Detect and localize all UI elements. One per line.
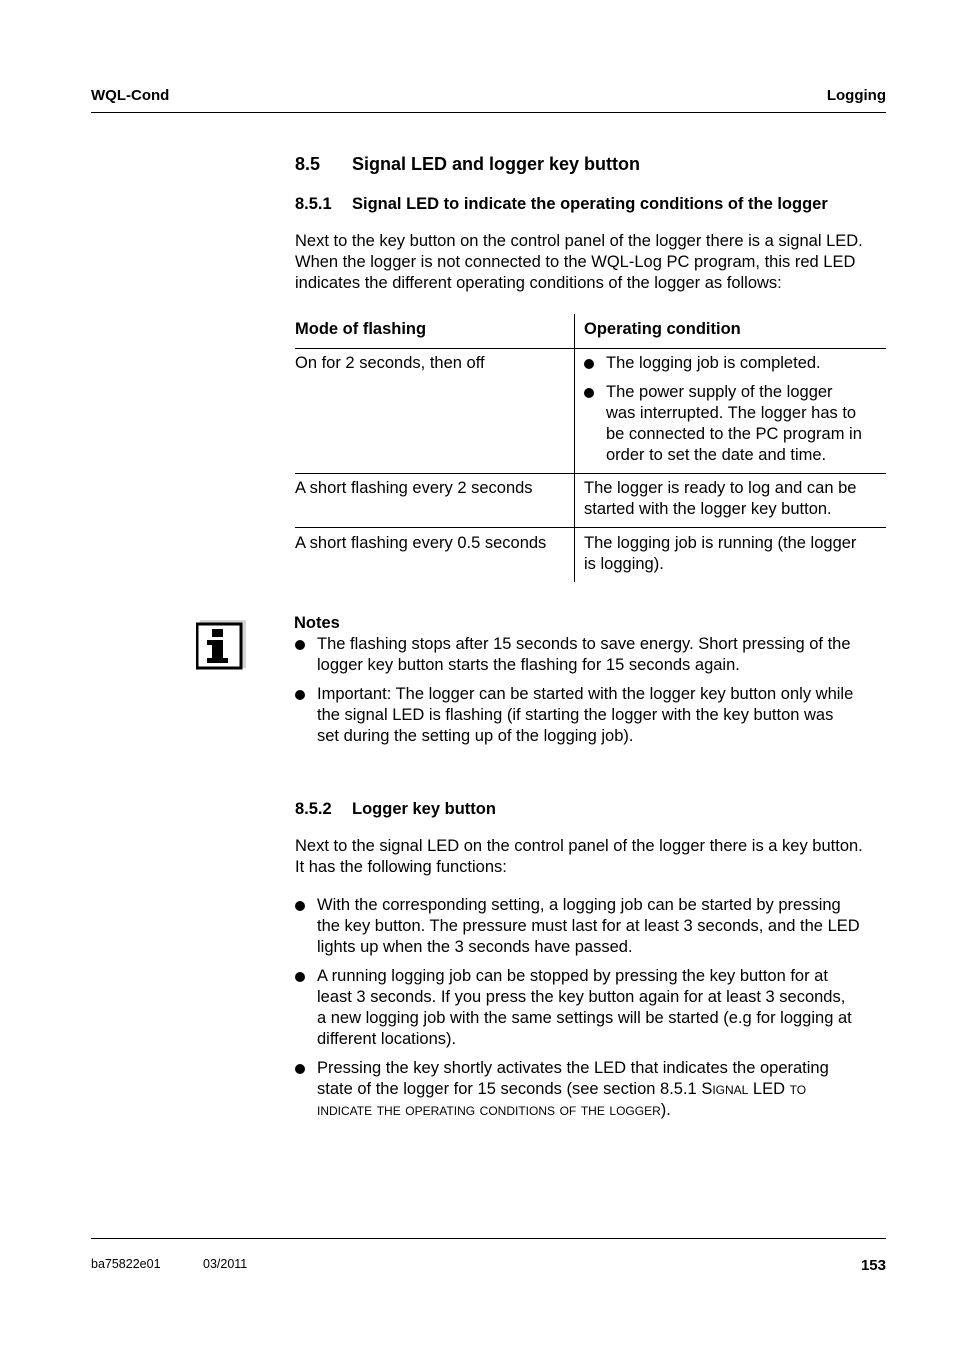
table-column-divider	[574, 314, 575, 582]
intro-line: Next to the key button on the control panel of the logger there is a signal LED.	[295, 232, 863, 250]
cell-line: The logging job is running (the logger	[584, 534, 857, 552]
list-item-text: A running logging job can be stopped by pressing the key button for at	[317, 967, 828, 985]
bullet-icon	[295, 640, 305, 650]
bullet-icon	[295, 972, 305, 982]
table-row-rule	[295, 473, 886, 474]
header-rule	[91, 112, 886, 113]
list-item-text	[317, 1100, 895, 1121]
bullet-icon	[584, 388, 594, 398]
intro-line: Next to the signal LED on the control panel of the logger there is a key button.	[295, 837, 863, 855]
list-item-text: The logging job is completed.	[606, 354, 821, 372]
list-item	[295, 966, 895, 1050]
list-item	[584, 353, 884, 374]
subsection2-intro	[295, 836, 895, 878]
list-item-text: be connected to the PC program in	[606, 425, 862, 443]
bullet-icon	[295, 1064, 305, 1074]
table-header-condition: Operating condition	[584, 320, 741, 338]
list-item-text: order to set the date and time.	[606, 446, 827, 464]
table-cell-condition	[584, 533, 884, 575]
list-item-text: Important: The logger can be started with the logger key button only while	[317, 685, 854, 703]
footer-rule	[91, 1238, 886, 1239]
list-item	[295, 634, 895, 676]
footer-date: 03/2011	[203, 1257, 248, 1271]
list-item	[584, 382, 884, 466]
header-chapter-title: Logging	[826, 87, 886, 104]
table-cell-mode: A short flashing every 2 seconds	[295, 479, 533, 497]
section-heading	[295, 154, 640, 175]
subsection2-title: Logger key button	[352, 800, 496, 818]
cell-line: The logger is ready to log and can be	[584, 479, 857, 497]
list-item-text: different locations).	[317, 1030, 457, 1048]
cross-reference: Signal LED to	[701, 1080, 807, 1098]
text-run: state of the logger for 15 seconds (see section 8.5.1	[317, 1080, 702, 1098]
list-item	[295, 1058, 895, 1121]
subsection2-number: 8.5.2	[295, 800, 332, 818]
footer-doc-id: ba75822e01	[91, 1257, 161, 1271]
list-item-text: least 3 seconds. If you press the key button again for at least 3 seconds,	[317, 988, 846, 1006]
text-run: ).	[660, 1101, 671, 1119]
bullet-icon	[295, 690, 305, 700]
functions-list	[295, 895, 895, 1121]
table-cell-mode: On for 2 seconds, then off	[295, 354, 485, 372]
table-cell-condition	[584, 478, 884, 520]
table-row-rule	[295, 527, 886, 528]
table-header-mode: Mode of flashing	[295, 320, 427, 338]
notes-title: Notes	[294, 614, 340, 632]
list-item	[295, 684, 895, 747]
subsection1-intro	[295, 231, 895, 294]
intro-line: It has the following functions:	[295, 858, 507, 876]
table-cell-mode: A short flashing every 0.5 seconds	[295, 534, 547, 552]
page-number: 153	[860, 1257, 886, 1274]
list-item-text: was interrupted. The logger has to	[606, 404, 857, 422]
bullet-icon	[295, 901, 305, 911]
list-item-text: The flashing stops after 15 seconds to save energy. Short pressing of the	[317, 635, 851, 653]
section-number: 8.5	[295, 154, 321, 174]
list-item	[295, 895, 895, 958]
subsection1-title: Signal LED to indicate the operating conditions of the logger	[352, 195, 828, 213]
section-title: Signal LED and logger key button	[352, 154, 641, 174]
cell-line: is logging).	[584, 555, 664, 573]
list-item-text: Pressing the key shortly activates the LED that indicates the operating	[317, 1059, 829, 1077]
table-cell-condition	[584, 353, 884, 466]
list-item-text	[317, 1079, 895, 1100]
cross-reference: indicate the operating conditions of the logger	[317, 1101, 661, 1119]
cell-line: started with the logger key button.	[584, 500, 832, 518]
intro-line: indicates the different operating conditions of the logger as follows:	[295, 274, 782, 292]
list-item-text: logger key button starts the flashing for 15 seconds again.	[317, 656, 740, 674]
list-item-text: lights up when the 3 seconds have passed.	[317, 938, 633, 956]
info-icon	[196, 618, 248, 670]
subsection1-heading	[295, 195, 828, 214]
list-item-text: the signal LED is flashing (if starting the logger with the key button was	[317, 706, 834, 724]
subsection2-heading	[295, 800, 496, 819]
intro-line: When the logger is not connected to the WQL-Log PC program, this red LED	[295, 253, 856, 271]
header-doc-title: WQL-Cond	[91, 87, 170, 104]
list-item-text: set during the setting up of the logging job).	[317, 727, 634, 745]
list-item-text: With the corresponding setting, a logging job can be started by pressing	[317, 896, 841, 914]
list-item-text: the key button. The pressure must last for at least 3 seconds, and the LED	[317, 917, 860, 935]
bullet-icon	[584, 359, 594, 369]
list-item-text: The power supply of the logger	[606, 383, 833, 401]
notes-list	[295, 634, 895, 747]
subsection1-number: 8.5.1	[295, 195, 332, 213]
list-item-text: a new logging job with the same settings will be started (e.g for logging at	[317, 1009, 852, 1027]
table-header-rule	[295, 348, 886, 349]
